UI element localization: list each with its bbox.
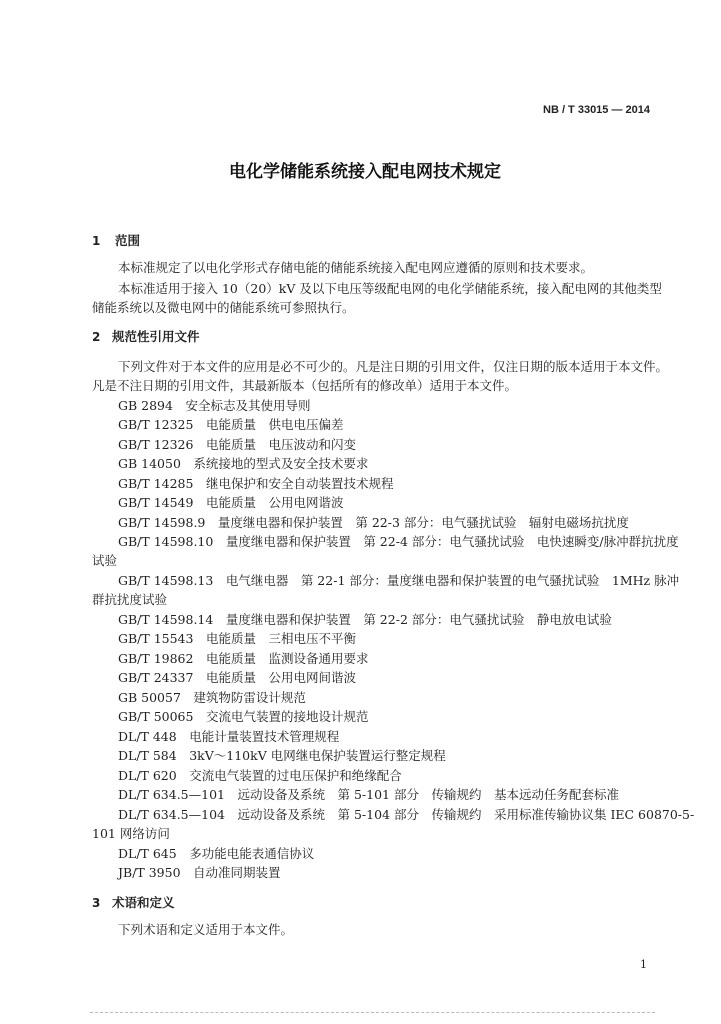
reference-item: GB/T 14598.14 量度继电器和保护装置 第 22-2 部分：电气骚扰试验 静电放电试验	[118, 612, 612, 627]
paragraph-line: 凡是不注日期的引用文件，其最新版本（包括所有的修改单）适用于本文件。	[92, 378, 518, 393]
reference-item: DL/T 634.5—101 远动设备及系统 第 5-101 部分 传输规约 基本远动任务配套标准	[118, 787, 619, 802]
reference-item: GB 2894 安全标志及其使用导则	[118, 398, 311, 413]
page-number: 1	[640, 958, 647, 971]
reference-item: DL/T 448 电能计量装置技术管理规程	[118, 729, 340, 744]
reference-item: GB/T 12325 电能质量 供电电压偏差	[118, 417, 344, 432]
section-number: 1	[92, 234, 101, 248]
reference-item: GB/T 14598.10 量度继电器和保护装置 第 22-4 部分：电气骚扰试验 电快速瞬变/脉冲群抗扰度	[118, 534, 679, 549]
reference-item: GB/T 14549 电能质量 公用电网谐波	[118, 495, 344, 510]
reference-item: DL/T 645 多功能电能表通信协议	[118, 846, 315, 861]
section-title: 范围	[115, 233, 141, 248]
paragraph-line: 下列文件对于本文件的应用是必不可少的。凡是注日期的引用文件，仅注日期的版本适用于本文件。	[118, 359, 669, 374]
reference-item: GB/T 19862 电能质量 监测设备通用要求	[118, 651, 369, 666]
reference-item: GB/T 15543 电能质量 三相电压不平衡	[118, 631, 356, 646]
paragraph-line: 储能系统以及微电网中的储能系统可参照执行。	[92, 300, 355, 315]
bottom-divider	[90, 1012, 655, 1013]
section-title: 术语和定义	[112, 895, 175, 910]
paragraph-line: 下列术语和定义适用于本文件。	[118, 922, 294, 937]
section-title: 规范性引用文件	[112, 329, 200, 344]
section-number: 3	[92, 896, 101, 910]
reference-item: DL/T 584 3kV～110kV 电网继电保护装置运行整定规程	[118, 748, 446, 763]
reference-item: DL/T 620 交流电气装置的过电压保护和绝缘配合	[118, 768, 402, 783]
reference-item: GB/T 12326 电能质量 电压波动和闪变	[118, 437, 356, 452]
reference-item: GB/T 14598.9 量度继电器和保护装置 第 22-3 部分：电气骚扰试验 辐射电磁场抗扰度	[118, 515, 629, 530]
reference-item: GB/T 50065 交流电气装置的接地设计规范	[118, 709, 369, 724]
reference-item: GB 14050 系统接地的型式及安全技术要求	[118, 456, 369, 471]
page-title: 电化学储能系统接入配电网技术规定	[229, 162, 501, 182]
section-number: 2	[92, 330, 101, 344]
reference-item: DL/T 634.5—104 远动设备及系统 第 5-104 部分 传输规约 采用标准传输协议集 IEC 60870-5-	[118, 807, 695, 822]
reference-item: GB/T 24337 电能质量 公用电网间谐波	[118, 670, 356, 685]
reference-item-continuation: 群抗扰度试验	[92, 592, 168, 607]
reference-item: GB/T 14598.13 电气继电器 第 22-1 部分：量度继电器和保护装置的电气骚扰试验 1MHz 脉冲	[118, 573, 680, 588]
reference-item-continuation: 101 网络访问	[92, 826, 170, 841]
reference-item: JB/T 3950 自动准同期装置	[118, 865, 281, 880]
reference-item: GB 50057 建筑物防雷设计规范	[118, 690, 306, 705]
paragraph-line: 本标准适用于接入 10（20）kV 及以下电压等级配电网的电化学储能系统，接入配电网的其他类型	[118, 281, 662, 296]
standard-code: NB / T 33015 — 2014	[543, 104, 651, 116]
reference-item-continuation: 试验	[92, 553, 118, 568]
paragraph-line: 本标准规定了以电化学形式存储电能的储能系统接入配电网应遵循的原则和技术要求。	[118, 260, 594, 275]
reference-item: GB/T 14285 继电保护和安全自动装置技术规程	[118, 476, 394, 491]
